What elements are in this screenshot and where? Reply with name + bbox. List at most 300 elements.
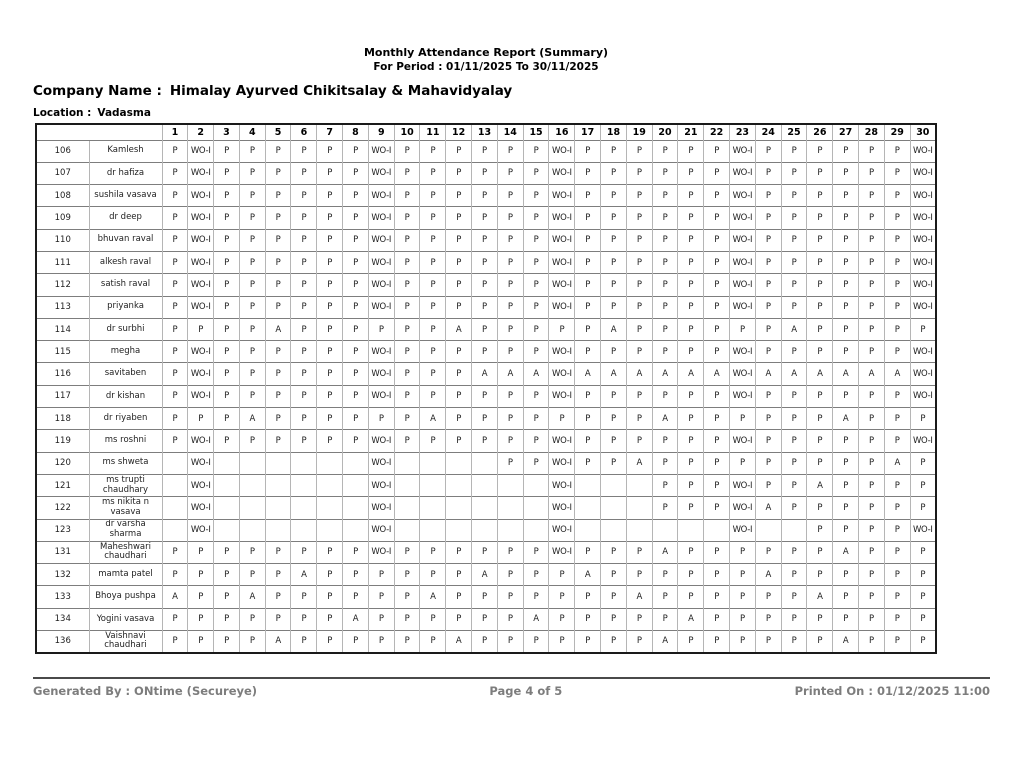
attendance-cell: P — [239, 274, 265, 296]
attendance-cell: P — [575, 185, 601, 207]
attendance-cell: P — [420, 185, 446, 207]
attendance-cell: P — [833, 296, 859, 318]
attendance-cell — [394, 452, 420, 474]
attendance-cell — [678, 519, 704, 541]
attendance-cell: P — [626, 318, 652, 340]
attendance-cell: P — [523, 586, 549, 608]
attendance-cell: P — [859, 140, 885, 162]
employee-id-cell: 107 — [36, 162, 89, 184]
attendance-cell — [575, 497, 601, 519]
attendance-cell: P — [626, 229, 652, 251]
attendance-cell: P — [239, 564, 265, 586]
attendance-cell: A — [781, 318, 807, 340]
attendance-cell — [601, 519, 627, 541]
table-row — [36, 385, 936, 407]
employee-name-cell: Kamlesh — [89, 140, 162, 162]
attendance-cell: P — [472, 430, 498, 452]
attendance-cell: P — [575, 452, 601, 474]
day-header-cell: 14 — [497, 124, 523, 140]
attendance-cell: P — [420, 631, 446, 653]
attendance-cell: P — [162, 608, 188, 630]
attendance-cell: P — [704, 608, 730, 630]
attendance-cell: P — [704, 296, 730, 318]
attendance-cell: P — [420, 541, 446, 563]
attendance-cell: WO-I — [730, 497, 756, 519]
attendance-cell: P — [678, 631, 704, 653]
day-header-cell: 11 — [420, 124, 446, 140]
attendance-cell: P — [317, 363, 343, 385]
attendance-cell: P — [420, 207, 446, 229]
attendance-cell: WO-I — [730, 296, 756, 318]
attendance-cell: P — [446, 430, 472, 452]
attendance-cell: P — [446, 385, 472, 407]
location-label: Location : — [33, 107, 92, 119]
attendance-cell: WO-I — [549, 363, 575, 385]
attendance-cell: WO-I — [188, 296, 214, 318]
employee-name-cell: Maheshwari chaudhari — [89, 541, 162, 563]
attendance-cell: A — [626, 586, 652, 608]
attendance-cell — [394, 474, 420, 496]
attendance-cell: WO-I — [549, 541, 575, 563]
attendance-cell: P — [601, 452, 627, 474]
attendance-cell: WO-I — [910, 274, 936, 296]
attendance-cell: A — [239, 586, 265, 608]
attendance-cell: P — [394, 341, 420, 363]
attendance-cell: P — [859, 474, 885, 496]
attendance-cell: A — [833, 631, 859, 653]
attendance-cell: P — [755, 452, 781, 474]
attendance-cell: P — [884, 541, 910, 563]
attendance-cell: P — [833, 318, 859, 340]
attendance-cell — [214, 452, 240, 474]
attendance-cell: P — [626, 185, 652, 207]
attendance-cell — [214, 497, 240, 519]
attendance-cell: P — [291, 541, 317, 563]
employee-name-cell: ms nikita n vasava — [89, 497, 162, 519]
attendance-cell: P — [239, 296, 265, 318]
day-header-cell: 22 — [704, 124, 730, 140]
attendance-cell: P — [601, 564, 627, 586]
attendance-cell: P — [626, 430, 652, 452]
attendance-cell: P — [523, 251, 549, 273]
employee-id-cell: 134 — [36, 608, 89, 630]
attendance-cell: P — [704, 541, 730, 563]
attendance-cell: P — [420, 564, 446, 586]
attendance-cell: P — [214, 140, 240, 162]
employee-name-cell: sushila vasava — [89, 185, 162, 207]
attendance-cell: WO-I — [188, 207, 214, 229]
attendance-cell: P — [859, 185, 885, 207]
attendance-cell: P — [291, 274, 317, 296]
attendance-cell: WO-I — [188, 430, 214, 452]
attendance-cell: P — [910, 564, 936, 586]
attendance-cell: WO-I — [368, 385, 394, 407]
attendance-cell: P — [807, 274, 833, 296]
attendance-cell — [472, 452, 498, 474]
attendance-cell: WO-I — [368, 474, 394, 496]
attendance-cell: P — [291, 162, 317, 184]
attendance-cell: P — [678, 185, 704, 207]
attendance-cell: P — [601, 408, 627, 430]
attendance-cell: P — [420, 363, 446, 385]
attendance-cell: P — [626, 341, 652, 363]
attendance-cell: P — [807, 564, 833, 586]
attendance-cell: P — [291, 341, 317, 363]
attendance-cell: P — [626, 631, 652, 653]
attendance-cell: P — [781, 385, 807, 407]
employee-id-cell: 109 — [36, 207, 89, 229]
attendance-cell — [446, 474, 472, 496]
attendance-cell — [291, 497, 317, 519]
attendance-cell: WO-I — [730, 185, 756, 207]
attendance-cell: P — [497, 296, 523, 318]
attendance-cell: P — [317, 318, 343, 340]
attendance-cell: A — [807, 363, 833, 385]
attendance-cell: P — [678, 251, 704, 273]
attendance-cell: P — [601, 541, 627, 563]
attendance-cell: A — [755, 564, 781, 586]
attendance-cell: P — [910, 408, 936, 430]
attendance-cell: P — [833, 207, 859, 229]
attendance-cell: P — [859, 162, 885, 184]
attendance-cell: P — [317, 341, 343, 363]
employee-id-cell: 122 — [36, 497, 89, 519]
attendance-cell: P — [884, 341, 910, 363]
day-header-cell: 5 — [265, 124, 291, 140]
day-header-cell: 9 — [368, 124, 394, 140]
attendance-cell: P — [394, 631, 420, 653]
attendance-cell: P — [523, 318, 549, 340]
attendance-cell: P — [446, 140, 472, 162]
attendance-cell: P — [265, 408, 291, 430]
attendance-cell: P — [265, 274, 291, 296]
attendance-cell: P — [472, 541, 498, 563]
employee-name-cell: ms shweta — [89, 452, 162, 474]
attendance-cell: WO-I — [910, 341, 936, 363]
attendance-cell: P — [394, 541, 420, 563]
attendance-cell: A — [420, 586, 446, 608]
attendance-cell: P — [652, 229, 678, 251]
employee-name-cell: dr surbhi — [89, 318, 162, 340]
attendance-cell: WO-I — [549, 229, 575, 251]
attendance-cell: P — [678, 318, 704, 340]
attendance-cell: WO-I — [730, 385, 756, 407]
attendance-cell: P — [523, 140, 549, 162]
attendance-cell — [601, 474, 627, 496]
attendance-cell — [497, 497, 523, 519]
attendance-cell: P — [704, 229, 730, 251]
attendance-cell: P — [497, 341, 523, 363]
attendance-cell: A — [884, 363, 910, 385]
attendance-cell: A — [833, 541, 859, 563]
attendance-cell: P — [626, 140, 652, 162]
attendance-cell: P — [678, 341, 704, 363]
employee-id-cell: 113 — [36, 296, 89, 318]
attendance-cell: P — [188, 608, 214, 630]
attendance-cell: P — [523, 430, 549, 452]
attendance-cell: P — [291, 631, 317, 653]
attendance-cell: P — [884, 519, 910, 541]
report-period: For Period : 01/11/2025 To 30/11/2025 — [373, 61, 599, 73]
attendance-cell — [394, 497, 420, 519]
attendance-cell: P — [420, 296, 446, 318]
employee-name-cell: bhuvan raval — [89, 229, 162, 251]
attendance-cell: P — [601, 207, 627, 229]
attendance-cell: P — [265, 385, 291, 407]
day-header-cell: 19 — [626, 124, 652, 140]
attendance-cell: WO-I — [730, 363, 756, 385]
empty-header-cell — [36, 124, 162, 140]
location-value: Vadasma — [97, 107, 151, 119]
attendance-cell: P — [343, 363, 369, 385]
attendance-cell: P — [317, 586, 343, 608]
attendance-cell: P — [781, 541, 807, 563]
attendance-cell: P — [446, 608, 472, 630]
attendance-cell: P — [833, 185, 859, 207]
attendance-cell: P — [188, 631, 214, 653]
attendance-cell: WO-I — [549, 185, 575, 207]
attendance-cell: P — [575, 341, 601, 363]
attendance-cell — [523, 497, 549, 519]
attendance-cell: P — [188, 318, 214, 340]
attendance-cell: P — [239, 251, 265, 273]
attendance-cell: P — [859, 586, 885, 608]
attendance-cell: P — [910, 474, 936, 496]
table-row — [36, 162, 936, 184]
attendance-cell: WO-I — [549, 452, 575, 474]
attendance-cell: P — [833, 452, 859, 474]
attendance-cell — [317, 497, 343, 519]
attendance-cell — [497, 474, 523, 496]
attendance-cell: P — [214, 229, 240, 251]
attendance-cell — [626, 474, 652, 496]
attendance-cell: P — [343, 251, 369, 273]
attendance-cell: WO-I — [368, 430, 394, 452]
table-row — [36, 140, 936, 162]
attendance-cell: P — [317, 140, 343, 162]
attendance-cell: P — [239, 341, 265, 363]
report-header — [35, 46, 937, 73]
attendance-cell: P — [807, 497, 833, 519]
attendance-cell — [601, 497, 627, 519]
table-row — [36, 564, 936, 586]
attendance-cell: P — [626, 251, 652, 273]
attendance-cell: P — [807, 385, 833, 407]
attendance-cell: P — [833, 385, 859, 407]
attendance-cell: P — [601, 385, 627, 407]
attendance-cell: WO-I — [910, 229, 936, 251]
attendance-cell: P — [523, 274, 549, 296]
attendance-cell: P — [162, 541, 188, 563]
attendance-cell: P — [833, 229, 859, 251]
attendance-cell: P — [368, 564, 394, 586]
attendance-cell: P — [343, 631, 369, 653]
day-header-cell: 30 — [910, 124, 936, 140]
attendance-cell: WO-I — [910, 162, 936, 184]
attendance-cell: P — [343, 341, 369, 363]
attendance-cell: P — [601, 631, 627, 653]
attendance-cell: P — [497, 608, 523, 630]
attendance-cell: P — [265, 296, 291, 318]
attendance-cell: P — [884, 385, 910, 407]
attendance-cell: WO-I — [730, 207, 756, 229]
employee-id-cell: 120 — [36, 452, 89, 474]
attendance-cell: P — [704, 318, 730, 340]
attendance-cell: P — [807, 296, 833, 318]
attendance-cell: P — [162, 430, 188, 452]
day-header-cell: 12 — [446, 124, 472, 140]
report-title: Monthly Attendance Report (Summary) — [363, 46, 609, 59]
attendance-cell: P — [239, 185, 265, 207]
attendance-cell: P — [704, 452, 730, 474]
attendance-cell: P — [601, 296, 627, 318]
attendance-cell: P — [420, 229, 446, 251]
attendance-cell: WO-I — [549, 274, 575, 296]
employee-name-cell: Yogini vasava — [89, 608, 162, 630]
attendance-cell — [420, 474, 446, 496]
attendance-cell: P — [265, 251, 291, 273]
employee-id-cell: 119 — [36, 430, 89, 452]
attendance-cell: P — [859, 408, 885, 430]
day-header-cell: 21 — [678, 124, 704, 140]
attendance-cell: P — [162, 251, 188, 273]
attendance-cell: P — [523, 162, 549, 184]
attendance-cell: P — [291, 586, 317, 608]
attendance-cell: P — [755, 185, 781, 207]
attendance-cell: A — [523, 608, 549, 630]
attendance-cell: P — [730, 608, 756, 630]
attendance-cell: P — [833, 140, 859, 162]
attendance-cell: WO-I — [549, 385, 575, 407]
attendance-cell — [704, 519, 730, 541]
attendance-cell: P — [291, 363, 317, 385]
attendance-cell: P — [807, 162, 833, 184]
attendance-cell: P — [781, 564, 807, 586]
attendance-cell: P — [394, 229, 420, 251]
attendance-cell: P — [652, 586, 678, 608]
day-header-cell: 15 — [523, 124, 549, 140]
attendance-cell: WO-I — [188, 140, 214, 162]
attendance-cell: P — [317, 229, 343, 251]
attendance-cell: P — [420, 341, 446, 363]
attendance-cell: P — [265, 140, 291, 162]
attendance-cell: P — [678, 229, 704, 251]
company-name-value: Himalay Ayurved Chikitsalay & Mahavidyalay — [169, 83, 513, 99]
attendance-cell: P — [833, 519, 859, 541]
attendance-cell: P — [265, 162, 291, 184]
attendance-cell: P — [291, 430, 317, 452]
attendance-cell: P — [704, 497, 730, 519]
attendance-cell: P — [601, 586, 627, 608]
attendance-cell: WO-I — [188, 162, 214, 184]
attendance-cell: P — [884, 274, 910, 296]
attendance-cell: A — [291, 564, 317, 586]
attendance-cell: P — [497, 541, 523, 563]
attendance-cell: P — [678, 586, 704, 608]
attendance-cell: A — [807, 586, 833, 608]
attendance-cell: P — [807, 541, 833, 563]
attendance-cell: P — [368, 318, 394, 340]
employee-id-cell: 118 — [36, 408, 89, 430]
attendance-cell: P — [497, 564, 523, 586]
attendance-cell: A — [652, 363, 678, 385]
attendance-cell: P — [704, 251, 730, 273]
attendance-cell: P — [472, 408, 498, 430]
attendance-cell: P — [601, 162, 627, 184]
attendance-cell: P — [549, 608, 575, 630]
attendance-cell: P — [575, 430, 601, 452]
attendance-cell: P — [162, 564, 188, 586]
attendance-cell — [420, 452, 446, 474]
employee-name-cell: dr riyaben — [89, 408, 162, 430]
attendance-cell: WO-I — [368, 452, 394, 474]
attendance-cell: A — [472, 363, 498, 385]
attendance-cell: A — [446, 631, 472, 653]
attendance-cell: WO-I — [368, 541, 394, 563]
employee-id-cell: 121 — [36, 474, 89, 496]
attendance-cell: WO-I — [368, 274, 394, 296]
table-row — [36, 452, 936, 474]
employee-name-cell: dr hafiza — [89, 162, 162, 184]
attendance-cell — [317, 452, 343, 474]
attendance-cell: WO-I — [910, 430, 936, 452]
attendance-cell: P — [755, 318, 781, 340]
attendance-cell: P — [188, 564, 214, 586]
attendance-cell: P — [239, 363, 265, 385]
attendance-cell: P — [497, 207, 523, 229]
attendance-cell: P — [755, 229, 781, 251]
attendance-cell: P — [472, 631, 498, 653]
attendance-cell: P — [807, 631, 833, 653]
attendance-cell: P — [214, 296, 240, 318]
attendance-cell: P — [394, 251, 420, 273]
attendance-cell: P — [859, 274, 885, 296]
attendance-cell: P — [497, 408, 523, 430]
attendance-cell: P — [343, 185, 369, 207]
attendance-cell: P — [859, 341, 885, 363]
day-header-cell: 28 — [859, 124, 885, 140]
attendance-cell: P — [394, 608, 420, 630]
attendance-cell: WO-I — [549, 341, 575, 363]
attendance-cell: P — [265, 430, 291, 452]
attendance-cell: WO-I — [730, 229, 756, 251]
employee-id-cell: 133 — [36, 586, 89, 608]
day-header-cell: 23 — [730, 124, 756, 140]
attendance-cell: P — [317, 564, 343, 586]
attendance-cell: P — [214, 318, 240, 340]
attendance-cell: A — [162, 586, 188, 608]
attendance-cell: WO-I — [549, 207, 575, 229]
attendance-cell: WO-I — [188, 497, 214, 519]
attendance-cell: P — [859, 207, 885, 229]
attendance-cell: P — [394, 140, 420, 162]
attendance-cell: P — [575, 162, 601, 184]
attendance-cell — [420, 519, 446, 541]
attendance-cell: P — [626, 408, 652, 430]
attendance-cell: P — [704, 631, 730, 653]
attendance-cell: P — [626, 296, 652, 318]
attendance-cell: P — [472, 185, 498, 207]
attendance-cell: P — [162, 207, 188, 229]
attendance-cell — [291, 474, 317, 496]
attendance-cell: P — [884, 408, 910, 430]
attendance-cell: P — [420, 608, 446, 630]
attendance-cell — [343, 497, 369, 519]
day-header-cell: 6 — [291, 124, 317, 140]
attendance-cell: P — [549, 631, 575, 653]
attendance-cell: P — [884, 318, 910, 340]
table-row — [36, 474, 936, 496]
